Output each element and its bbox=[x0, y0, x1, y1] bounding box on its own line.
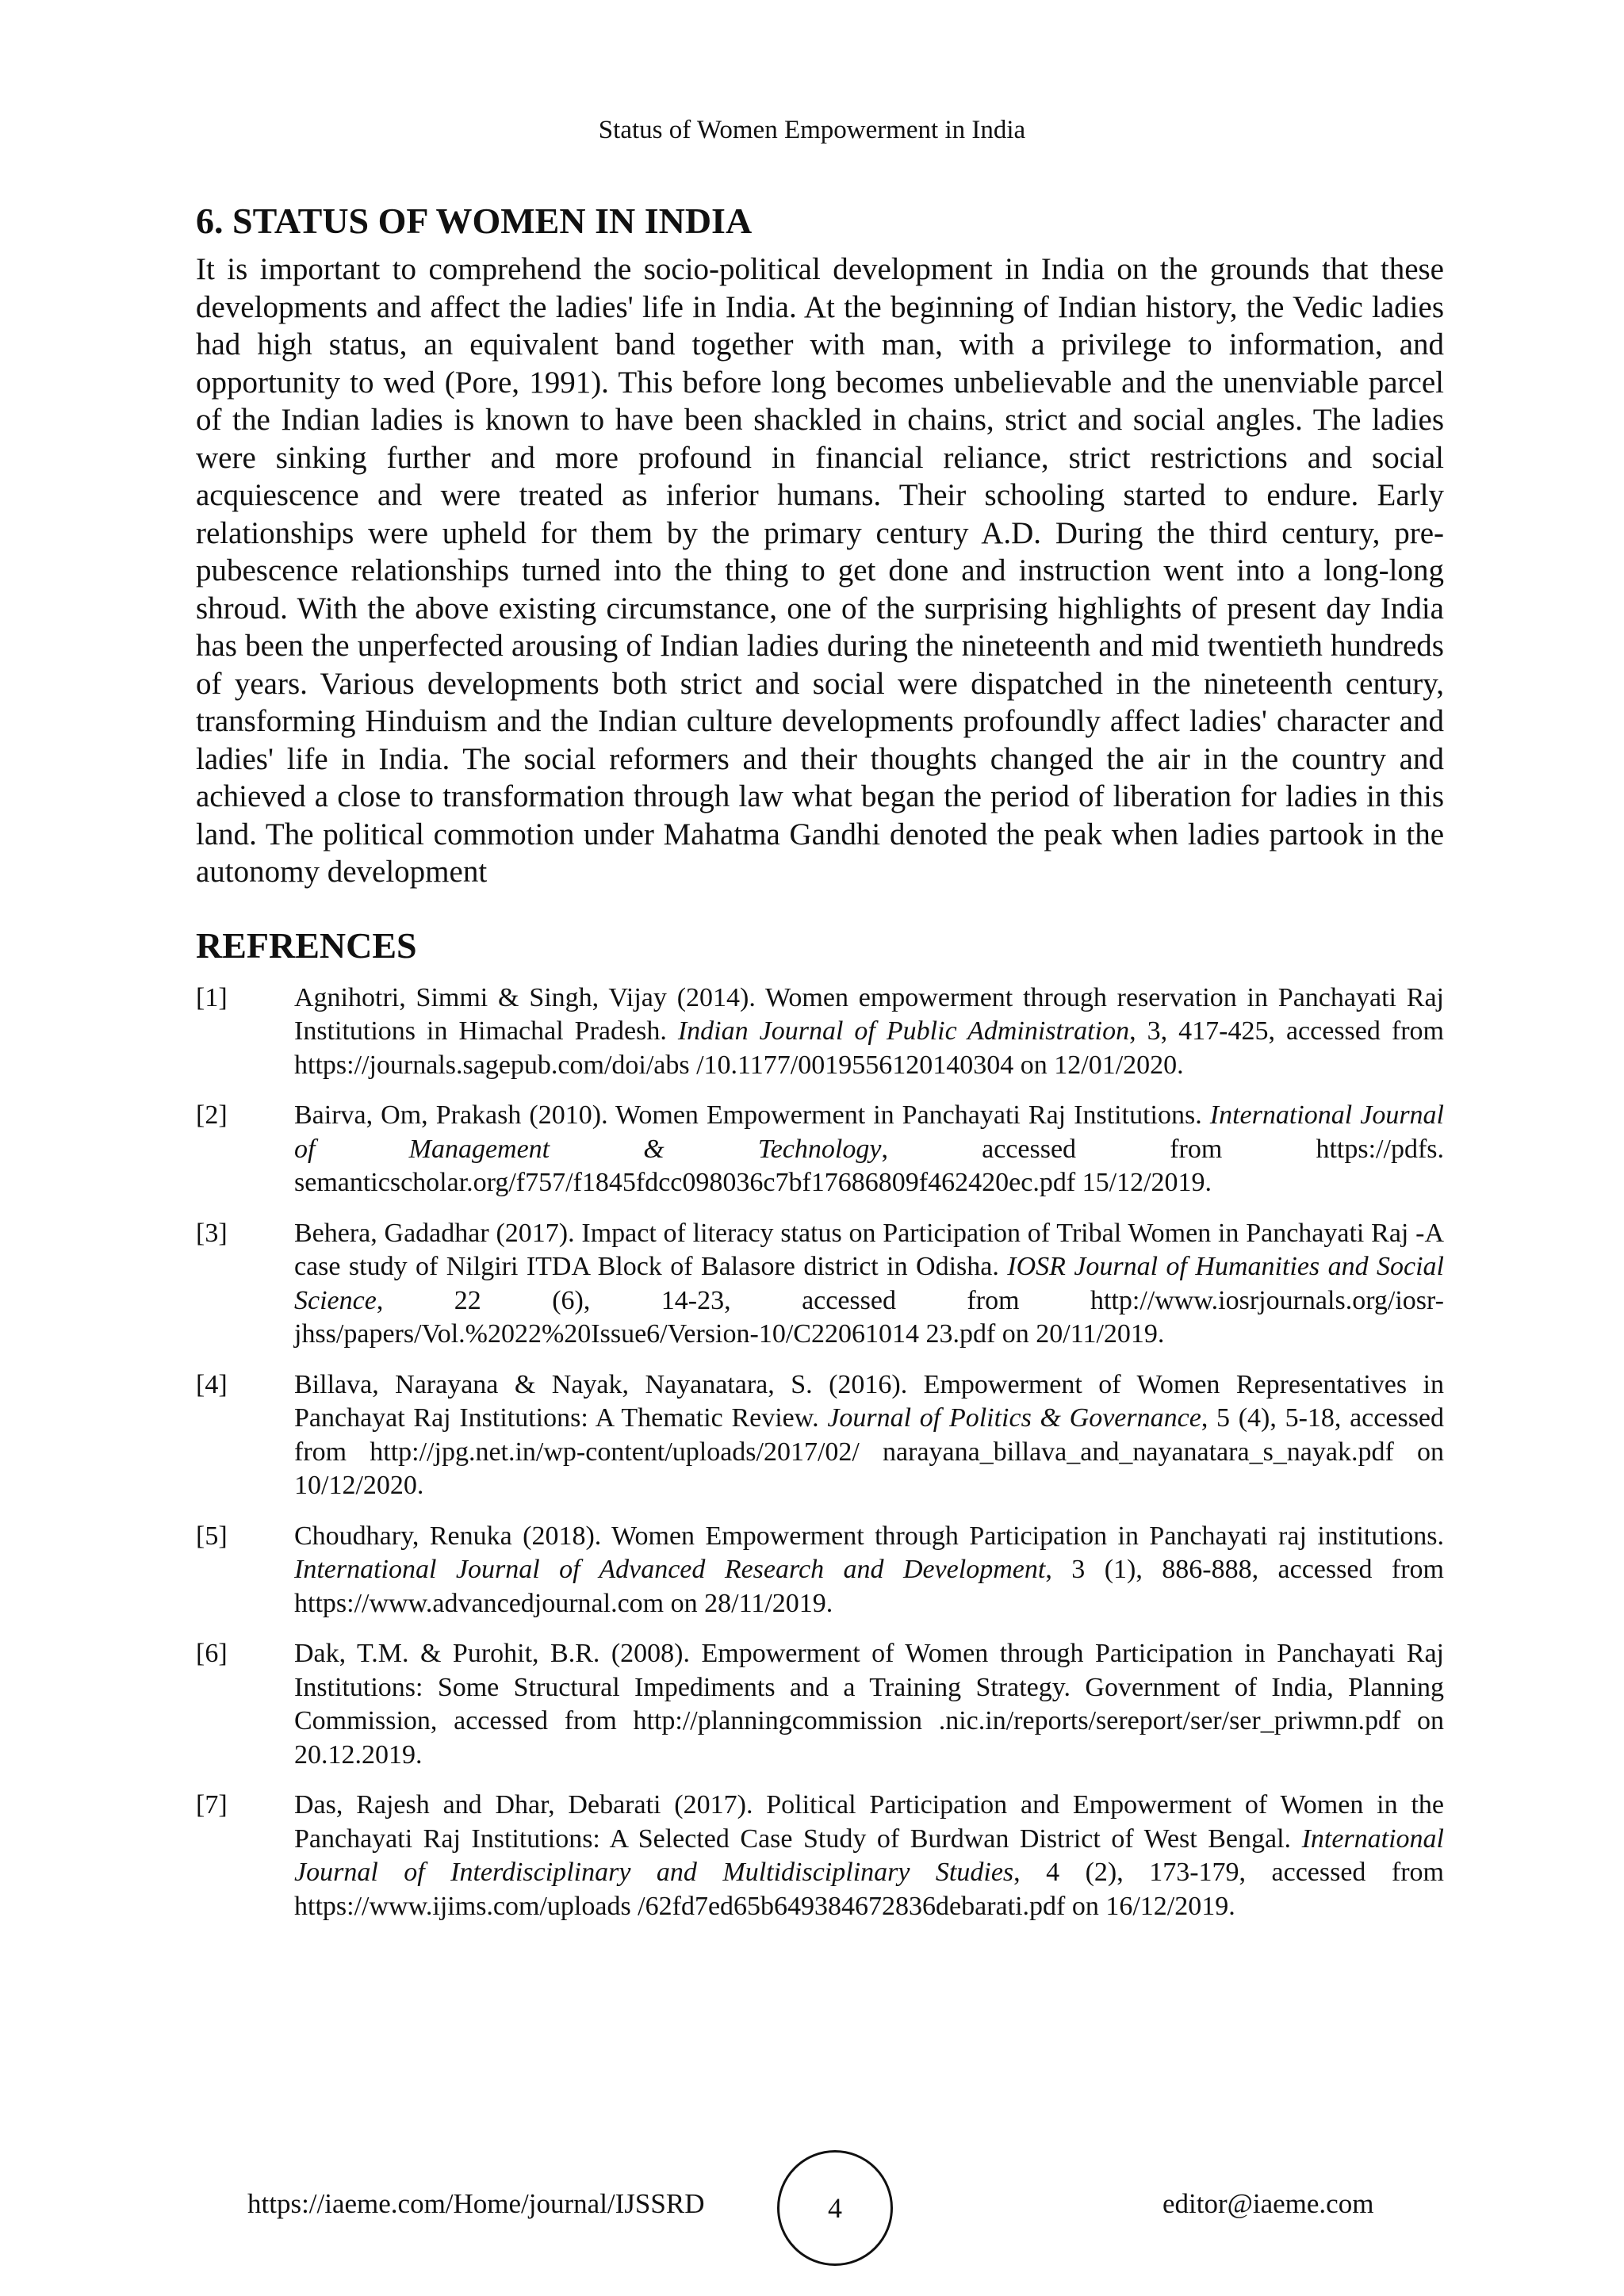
reference-number: [1] bbox=[196, 982, 228, 1012]
reference-text bbox=[294, 1637, 1444, 1772]
reference-journal: International Journal of Advanced Research and Development bbox=[294, 1555, 1046, 1584]
footer-url[interactable]: https://iaeme.com/Home/journal/IJSSRD bbox=[247, 2188, 705, 2219]
section-body: It is important to comprehend the socio-political development in India on the grounds that these developments and affect the ladies' life in India. At the beginning of Indian history, the Vedic ladies had high status, an equivalent band together with man, with a privilege to information, and opportunity to wed (Pore, 1991). This before long becomes unbelievable and the unenviable parcel of the Indian ladies is known to have been shackled in chains, strict and social angles. The ladies were sinking further and more profound in financial reliance, strict restrictions and social acquiescence and were treated as inferior humans. Their schooling started to endure. Early relationships were upheld for them by the primary century A.D. During the third century, pre-pubescence relationships turned into the thing to get done and instruction went into a long-long shroud. With the above existing circumstance, one of the surprising highlights of present day India has been the unperfected arousing of Indian ladies during the nineteenth and mid twentieth hundreds of years. Various developments both strict and social were dispatched in the nineteenth century, transforming Hinduism and the Indian culture developments profoundly affect ladies' character and ladies' life in India. The social reformers and their thoughts changed the air in the country and achieved a close to transformation through law what began the period of liberation for ladies in this land. The political commotion under Mahatma Gandhi denoted the peak when ladies partook in the autonomy development bbox=[196, 252, 1444, 889]
reference-authors-title: Choudhary, Renuka (2018). Women Empowerment through Participation in Panchayati raj institutions. bbox=[294, 1521, 1444, 1551]
reference-item bbox=[196, 1217, 1444, 1352]
reference-number: [5] bbox=[196, 1521, 228, 1551]
reference-text bbox=[294, 1520, 1444, 1621]
reference-item bbox=[196, 1789, 1444, 1923]
page-number: 4 bbox=[777, 2150, 893, 2266]
reference-number: [4] bbox=[196, 1369, 228, 1399]
reference-authors-title: Agnihotri, Simmi & Singh, Vijay (2014). Women empowerment through reservation in Panchayati Raj Institutions in Himachal Pradesh. bbox=[294, 982, 1444, 1046]
reference-journal: IOSR Journal of Humanities and Social Science bbox=[294, 1252, 1444, 1315]
reference-text bbox=[294, 1368, 1444, 1503]
reference-list bbox=[196, 982, 1444, 1924]
page-content bbox=[196, 198, 1444, 1940]
footer-email[interactable]: editor@iaeme.com bbox=[1162, 2188, 1374, 2219]
reference-number: [2] bbox=[196, 1100, 228, 1130]
reference-text bbox=[294, 982, 1444, 1083]
reference-authors-title: Billava, Narayana & Nayak, Nayanatara, S. (2016). Empowerment of Women Representatives in Panchayat Raj Institutions: A Thematic Review. bbox=[294, 1369, 1444, 1433]
running-header: Status of Women Empowerment in India bbox=[598, 116, 1026, 144]
reference-text bbox=[294, 1789, 1444, 1923]
reference-item bbox=[196, 1637, 1444, 1772]
reference-number: [7] bbox=[196, 1790, 228, 1820]
reference-number: [3] bbox=[196, 1218, 228, 1248]
reference-authors-title: Behera, Gadadhar (2017). Impact of literacy status on Participation of Tribal Women in Panchayati Raj -A case study of Nilgiri ITDA Block of Balasore district in Odisha. bbox=[294, 1218, 1444, 1281]
reference-item bbox=[196, 1368, 1444, 1503]
reference-journal: International Journal of Management & Technology bbox=[294, 1100, 1445, 1164]
page-footer bbox=[0, 2150, 1624, 2269]
reference-details: , 22 (6), 14-23, accessed from http://www.iosrjournals.org/iosr-jhss/papers/Vol.%2022%20Issue6/Version-10/C22061014 23.pdf on 20/11/2019. bbox=[294, 1285, 1444, 1349]
reference-details: , accessed from https://pdfs. semanticscholar.org/f757/f1845fdcc098036c7bf17686809f462420ec.pdf 15/12/2019. bbox=[294, 1134, 1444, 1197]
reference-details: , 4 (2), 173-179, accessed from https://www.ijims.com/uploads /62fd7ed65b649384672836debarati.pdf on 16/12/2019. bbox=[294, 1858, 1444, 1921]
reference-number: [6] bbox=[196, 1639, 228, 1668]
reference-authors-title: Das, Rajesh and Dhar, Debarati (2017). Political Participation and Empowerment of Women in the Panchayati Raj Institutions: A Selected Case Study of Burdwan District of West Bengal. bbox=[294, 1790, 1444, 1854]
reference-journal: International Journal of Interdisciplinary and Multidisciplinary Studies bbox=[294, 1823, 1444, 1887]
reference-details: , 3, 417-425, accessed from https://journals.sagepub.com/doi/abs /10.1177/0019556120140304 on 12/01/2020. bbox=[294, 1016, 1444, 1080]
reference-authors-title: Bairva, Om, Prakash (2010). Women Empowerment in Panchayati Raj Institutions. bbox=[294, 1100, 1210, 1130]
reference-details: , 3 (1), 886-888, accessed from https://www.advancedjournal.com on 28/11/2019. bbox=[294, 1555, 1444, 1618]
reference-journal: Indian Journal of Public Administration bbox=[677, 1016, 1130, 1046]
reference-text bbox=[294, 1099, 1444, 1200]
section-heading: 6. STATUS OF WOMEN IN INDIA bbox=[196, 201, 753, 241]
reference-item bbox=[196, 982, 1444, 1083]
reference-journal: Journal of Politics & Governance bbox=[827, 1403, 1201, 1433]
reference-item bbox=[196, 1099, 1444, 1200]
reference-authors-title: Dak, T.M. & Purohit, B.R. (2008). Empowerment of Women through Participation in Panchayati Raj Institutions: Some Structural Impediments and a Training Strategy. Government of India, Planning Commission, accessed from http://planningcommission .nic.in/reports/sereport/ser/ser_priwmn.pdf on 20.12.2019. bbox=[294, 1639, 1444, 1770]
reference-details: , 5 (4), 5-18, accessed from http://jpg.net.in/wp-content/uploads/2017/02/ narayana_billava_and_nayanatara_s_nayak.pdf on 10/12/2020. bbox=[294, 1403, 1445, 1500]
reference-item bbox=[196, 1520, 1444, 1621]
references-heading: REFRENCES bbox=[196, 924, 417, 966]
reference-text bbox=[294, 1217, 1444, 1352]
